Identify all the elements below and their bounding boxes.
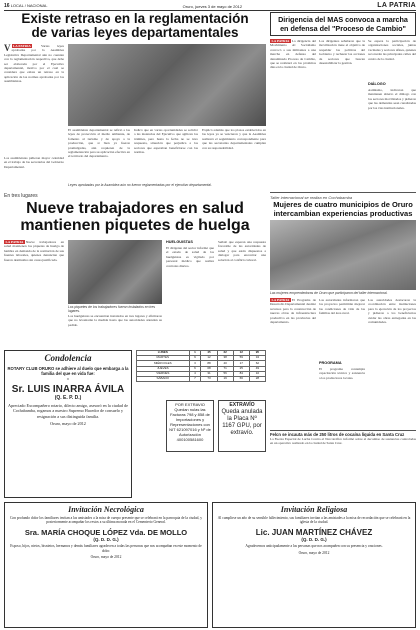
lottery-results [136,350,266,382]
lottery-cell: 6 [189,366,201,371]
sidebar1-subhead: DIÁLOGO [368,82,386,86]
lottery-cell: 95 [249,351,265,356]
sidebar3-footer-headline: Felcn se incauta más de 250 litros de cocaína líquida en Santa Cruz [270,430,416,437]
rotary-logo-icon: ⚙ [66,377,70,382]
sidebar1-col4: Asimismo, indicaron que mantienen abierto el diálogo con los sectores movilizados y pidieron que las demandas sean canalizadas por las vías institucionales. [368,88,416,110]
tag-label: LA PATRIA [271,39,290,43]
article1-headline: Existe retraso en la reglamentación de varias leyes departamentales [21,11,249,40]
obit1-family: Esposo, hijos, nietos, bisnietos, hermanos y demás familiares agradecen a todas las personas que nos acompañan en este momento de dolor. [10,544,202,553]
tag-label: LA PATRIA [5,240,24,244]
lottery-cell: 66 [233,376,249,381]
article1-caption: Leyes aprobadas por la Asamblea aún no fueron reglamentadas por el ejecutivo departamental. [68,183,212,187]
sidebar2-caption: Las mujeres emprendedoras de Oruro que participaron del taller internacional. [270,291,388,295]
sidebar1-col2: Los dirigentes señalaron que la movilización tiene el objetivo de respaldar las políticas del Gobierno y rechazar las acciones de sectores que buscan desestabilizar la gestión. [319,39,365,66]
lottery-cell: 1 [189,351,201,356]
lottery-cell: LUNES [137,351,190,356]
lottery-cell: 59 [233,356,249,361]
obit1-name: Sra. MARÍA CHOQUE LÓPEZ Vda. DE MOLLO [24,527,188,537]
article2-col4: Señaló que esperan una respuesta favorable de las autoridades de salud y que están dispuestos a dialogar para encontrar una solución al conflicto laboral. [218,240,266,262]
classified-ad-2: EXTRAVÍO Queda anulada la Placa Nº 1167 GPU, por extravío. [218,400,266,452]
tag-label: LA PATRIA [13,44,31,48]
sidebar2-headline: Mujeres de cuatro municipios de Oruro intercambian experiencias productivas [273,200,413,218]
sidebar1-col1: LA PATRIA La dirigencia del Movimiento Al Socialismo convocó a sus militantes a una marcha en defensa del denominado Proceso de Cambio, que se realizará en los próximos días en la ciudad de Oruro. [270,39,316,70]
brand-logo: LA PATRIA [377,1,416,9]
condolence-rip: (Q. E. P. D.) [54,395,82,401]
sidebar3-subhead: PROGRAMA [319,361,342,365]
article1-col1: LA PATRIA V Varias leyes aprobadas por la Asamblea Legislativa Departamental aún no cuentan con la reglamentación respectiva, que debe ser elaborada por el Ejecutivo departamental, motivo por el cual se considera que existe un retraso en la aplicación de las normas aprobadas por los asambleístas. [4,44,64,84]
obit1-body: Con profundo dolor los familiares invitan a las amistades a la misa de cuerpo presente que se celebrará en la parroquia de la ciudad, y posteriormente acompañar los restos a su última morada en el Cementerio General. [9,516,203,525]
sidebar3-col2: Las autoridades informaron que los proyectos permitirán mejorar las condiciones de vida de las familias del área rural. [319,298,365,316]
article2-subhead: HUELGUISTAS [166,240,193,244]
lottery-cell: 45 [201,351,217,356]
lottery-cell: 10 [249,371,265,376]
article1-col3: Indicó que en varias oportunidades se solicitó a las instancias del Ejecutivo que agilicen los trámites, pero hasta la fecha no se tuvo respuesta, situación que perjudica a los sectores que esperaban beneficiarse con las normas. [134,128,198,155]
obit1-rip: (Q. D. D. G.) [93,536,119,542]
tag-label: LA PATRIA [271,298,290,302]
classified-ad-1: POR EXTRAVIO Quedan nulas las Facturas 798 y 858 de Importaciones y Representaciones con NIT 621097016 y Nº de Autorización 400100581600 [166,400,214,452]
lottery-cell: 4 [189,371,201,376]
sidebar1-col3: Se espera la participación de organizaciones sociales, juntas vecinales y sectores afines, quienes recorrerán las principales calles del centro de la ciudad. [368,39,416,61]
article2-headline: Nueve trabajadores en salud mantienen piquetes de huelga [20,200,250,234]
lottery-cell: 31 [201,371,217,376]
obit2-title: Invitación Religiosa [280,505,348,514]
article1-col1b: Los asambleístas pidieron mayor celeridad en el trabajo de las secretarías del Gobierno Departamental. [4,156,64,169]
lottery-cell: 84 [233,371,249,376]
dateline: Oruro, jueves 3 de mayo de 2012 [182,3,243,9]
condolence-date: Oruro, mayo de 2012 [50,420,86,426]
obit2-body: Al cumplirse un año de su sensible fallecimiento, sus familiares invitan a las amistades a la misa de recordación que se celebrará en la iglesia de la ciudad. [217,516,411,525]
page-number: 16 LOCAL / NACIONAL [4,2,48,9]
sidebar2-tag: Taller internacional se realiza en Cochabamba [270,195,353,200]
lottery-cell: 9 [189,356,201,361]
condolence-body: Apreciado Excompañero rotario, dilecto amigo, asesoró en la ciudad de Cochabamba, rogamos a nuestro Supremo Hacedor de consuelo y resignación a sus distinguida familia. [8,403,128,419]
hunger-strike-photo [68,240,162,304]
article2-col1: LA PATRIA Nueve trabajadores en salud mantienen los piquetes de huelga de hambre en demanda de la restitución de sus fuentes laborales, quienes denuncian que fueron destituidos sin causa justificada. [4,240,64,262]
lottery-cell: 17 [233,361,249,366]
article1-photo [68,44,266,126]
condolence-notice [4,350,132,498]
lottery-cell: 12 [233,351,249,356]
lottery-cell: 25 [233,366,249,371]
lottery-table [136,350,266,382]
lottery-cell: 38 [217,356,233,361]
lottery-cell: 7 [189,376,201,381]
lottery-cell: 19 [217,376,233,381]
lottery-cell: MARTES [137,356,190,361]
lottery-cell: 12 [201,356,217,361]
lottery-cell: 56 [217,371,233,376]
condolence-org: ROTARY CLUB ORURO se adhiere al duelo que embarga a la familia del que en vida fue: [7,366,129,377]
condolence-title: Condolencia [44,353,92,363]
obit2-date: Oruro, mayo de 2012 [298,550,330,555]
sidebar3-col4: Las autoridades destacaron la coordinación entre instituciones para la ejecución de los proyectos y pidieron a los beneficiarios cuidar las obras entregadas en las comunidades. [368,298,416,325]
sidebar3-col1: LA PATRIA El Programa de Desarrollo Departamental destinó recursos para la construcción de nuevas obras de infraestructura productiva en las provincias del departamento. [270,298,316,325]
article2-kicker: En tres lugares [4,193,38,199]
article2-col3: El dirigente del sector informó que el estado de salud de los huelguistas es vigilado por personal médico que realiza controles diarios. [166,246,214,268]
lottery-cell: 28 [249,376,265,381]
lottery-cell: 3 [189,361,201,366]
women-group-photo [270,220,416,290]
lottery-cell: MIÉRCOLES [137,361,190,366]
sidebar1-headline: Dirigencia del MAS convoca a marcha en defensa del "Proceso de Cambio" [270,12,416,36]
article1-col4: Explicó además que los plazos establecidos en las leyes ya se vencieron y que la Asamblea realizará el seguimiento correspondiente para que las secretarías departamentales cumplan con su responsabilidad. [202,128,266,150]
lottery-cell: 88 [201,361,217,366]
obit2-family: Agradecemos anticipadamente a las personas que nos acompañen con su presencia y oraciones. [245,544,383,549]
lottery-cell: JUEVES [137,366,190,371]
lottery-cell: 62 [249,361,265,366]
article2-caption: Los piquetes de los trabajadores fueron instalados en tres lugares. [68,305,156,314]
obit1-date: Oruro, mayo de 2012 [90,555,122,560]
obit2-name: Lic. JUAN MARTÍNEZ CHÁVEZ [255,527,373,537]
article2-col2: Los huelguistas se encuentran instalados en tres lugares y afirmaron que no levantarán la medida hasta que las autoridades atiendan su pedido. [68,314,162,327]
lottery-cell: 22 [217,351,233,356]
obituary-religiosa [212,502,416,628]
condolence-name: Sr. LUIS INARRA ÁVILA [11,384,125,395]
obituary-necrologica [4,502,208,628]
obit2-rip: (Q. D. D. G.) [301,536,327,542]
lottery-row [137,376,266,381]
lottery-cell: 73 [201,376,217,381]
assembly-photo [68,44,266,126]
obit1-title: Invitación Necrológica [68,505,144,514]
lottery-cell: 71 [217,366,233,371]
sidebar3-footer-body: La Fuerza Especial de Lucha Contra el Narcotráfico informó sobre el decomiso de sustancias controladas en un operativo realizado en la ciudad de Santa Cruz. [270,437,416,446]
sidebar3-col3: El programa contempla capacitación técnica y asistencia a los productores locales. [319,367,365,380]
lottery-cell: 34 [249,356,265,361]
divider [270,192,416,193]
lottery-cell: 49 [249,366,265,371]
lottery-cell: SÁBADO [137,376,190,381]
lottery-cell: VIERNES [137,371,190,376]
article1-col2: El asambleísta departamental se refirió a las leyes de protección al medio ambiente, de fomento al turismo y de apoyo a la producción, que si bien ya fueron promulgadas, aún requieren de la reglamentación para su aplicación efectiva en el territorio del departamento. [68,128,130,159]
page-header [4,2,416,11]
lottery-cell: 08 [201,366,217,371]
lottery-cell: 40 [217,361,233,366]
